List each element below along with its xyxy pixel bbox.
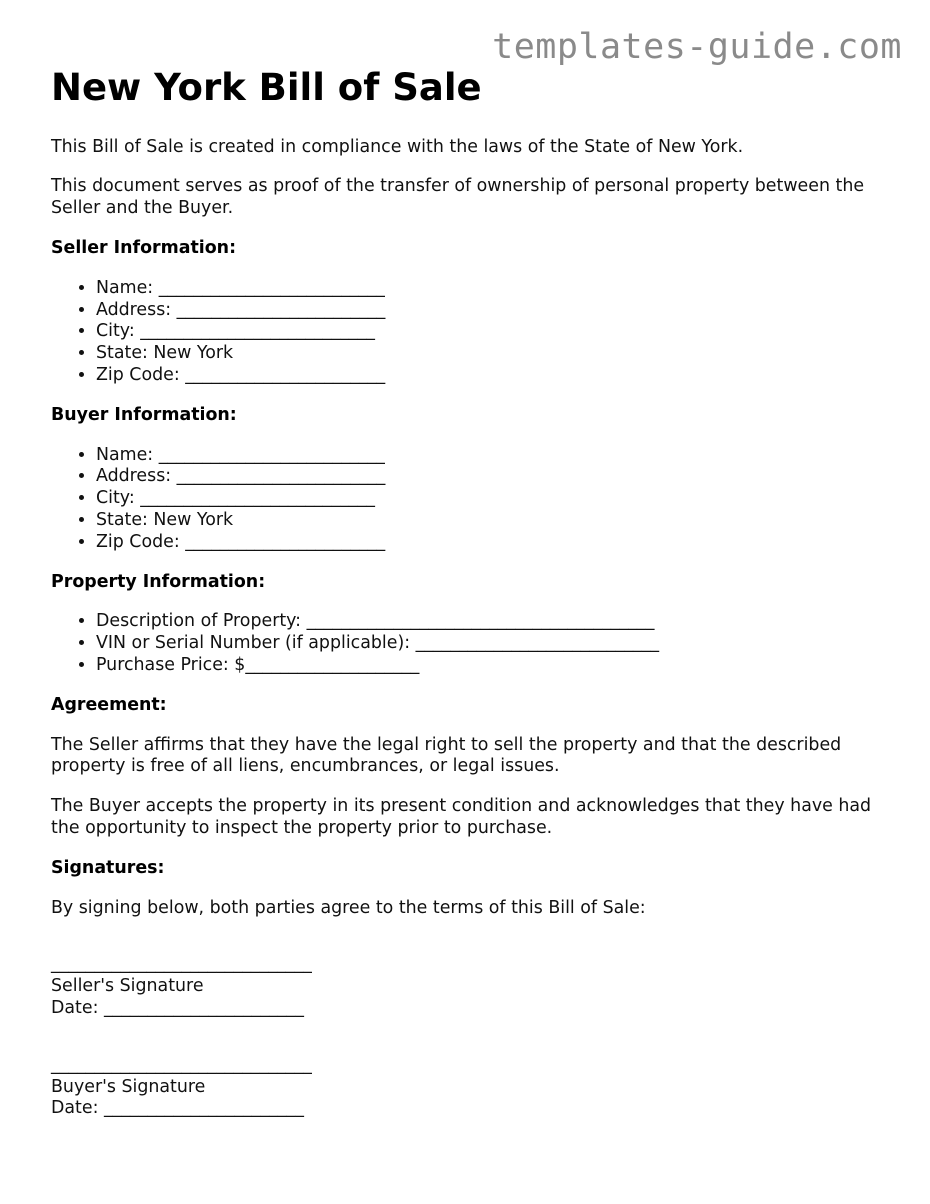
property-heading: Property Information: xyxy=(51,571,266,592)
seller-zip-field: • Zip Code: _______________________ xyxy=(96,365,891,387)
intro-paragraph: This document serves as proof of the transfer of ownership of personal property between the Seller and the Buyer. xyxy=(51,176,865,219)
seller-city-field: • City: ___________________________ xyxy=(96,321,891,343)
buyer-signature-block xyxy=(51,1038,891,1120)
watermark: templates-guide.com xyxy=(492,27,902,67)
buyer-city-field: • City: ___________________________ xyxy=(96,488,891,510)
agreement-heading: Agreement: xyxy=(51,694,167,715)
buyer-state-field: • State: New York xyxy=(96,510,891,532)
buyer-name-field: • Name: __________________________ xyxy=(96,445,891,467)
seller-state-field: • State: New York xyxy=(96,343,891,365)
seller-heading: Seller Information: xyxy=(51,238,237,259)
buyer-date-field: Date: _______________________ xyxy=(51,1098,304,1119)
seller-signature-block xyxy=(51,937,891,1019)
buyer-zip-field: • Zip Code: _______________________ xyxy=(96,532,891,554)
buyer-list xyxy=(51,445,891,554)
signatures-heading: Signatures: xyxy=(51,857,165,878)
signatures-intro: By signing below, both parties agree to the terms of this Bill of Sale: xyxy=(51,897,646,918)
page-title: New York Bill of Sale xyxy=(51,66,482,109)
seller-signature-line: ______________________________ xyxy=(51,954,312,975)
property-price-field: • Purchase Price: $____________________ xyxy=(96,655,891,677)
buyer-signature-line: ______________________________ xyxy=(51,1054,312,1075)
seller-signature-label: Seller's Signature xyxy=(51,976,204,997)
buyer-heading: Buyer Information: xyxy=(51,404,237,425)
buyer-address-field: • Address: ________________________ xyxy=(96,466,891,488)
seller-address-field: • Address: ________________________ xyxy=(96,300,891,322)
property-description-field: • Description of Property: ________________________________________ xyxy=(96,611,891,633)
buyer-signature-label: Buyer's Signature xyxy=(51,1076,206,1097)
seller-name-field: • Name: __________________________ xyxy=(96,278,891,300)
document-body xyxy=(51,68,891,1138)
property-list xyxy=(51,611,891,676)
property-vin-field: • VIN or Serial Number (if applicable): ____________________________ xyxy=(96,633,891,655)
agreement-paragraph: The Buyer accepts the property in its present condition and acknowledges that they have had the opportunity to inspect the property prior to purchase. xyxy=(51,796,872,839)
agreement-paragraph: The Seller affirms that they have the legal right to sell the property and that the described property is free of all liens, encumbrances, or legal issues. xyxy=(51,734,842,777)
seller-date-field: Date: _______________________ xyxy=(51,998,304,1018)
seller-list xyxy=(51,278,891,387)
intro-paragraph: This Bill of Sale is created in compliance with the laws of the State of New York. xyxy=(51,136,744,157)
